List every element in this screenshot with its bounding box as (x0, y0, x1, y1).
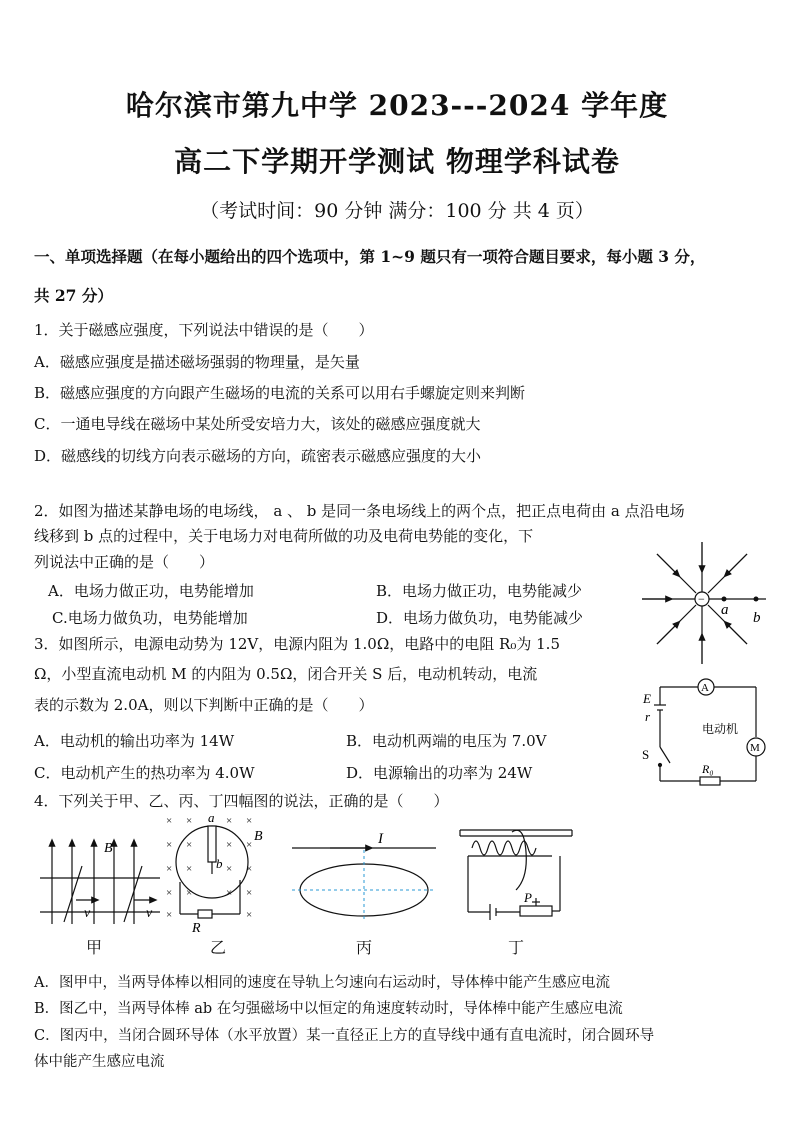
svg-text:×: × (246, 887, 253, 899)
q3-ammeter-label: A (701, 682, 709, 694)
svg-text:×: × (166, 909, 173, 921)
svg-text:×: × (226, 863, 233, 875)
svg-text:×: × (166, 887, 173, 899)
q3-stem-line2: Ω，小型直流电动机 M 的内阻为 0.5Ω，闭合开关 S 后，电动机转动，电流 (34, 665, 538, 683)
q4-jia-b-label: B (104, 841, 113, 856)
q4-option-a: A．图甲中，当两导体棒以相同的速度在导轨上匀速向右运动时，导体棒中能产生感应电流 (34, 975, 610, 991)
q3-emf-label: E (643, 691, 651, 706)
q2-option-c: C.电场力做负功，电势能增加 (52, 609, 248, 627)
svg-text:×: × (226, 887, 233, 899)
q4-figure-jia (38, 820, 163, 930)
svg-text:×: × (246, 839, 253, 851)
q2-option-d: D．电场力做负功，电势能减少 (376, 609, 584, 627)
svg-text:×: × (246, 909, 253, 921)
q4-caption-ding: 丁 (508, 938, 525, 957)
exam-subtitle: （考试时间：90 分钟 满分：100 分 共 4 页） (200, 200, 594, 222)
svg-text:×: × (166, 815, 173, 827)
q3-internal-r-label: r (645, 709, 651, 724)
q4-figure-bing (290, 828, 440, 928)
q4-jia-v1-label: v (84, 906, 91, 921)
svg-text:×: × (246, 863, 253, 875)
q2-point-a-label: a (721, 602, 729, 618)
q3-option-b: B．电动机两端的电压为 7.0V (346, 732, 547, 750)
exam-title-line1: 哈尔滨市第九中学 2023---2024 学年度 (125, 89, 669, 122)
svg-text:×: × (186, 815, 193, 827)
q2-option-a: A．电场力做正功，电势能增加 (48, 582, 254, 600)
q1-option-d: D．磁感线的切线方向表示磁场的方向，疏密表示磁感应强度的大小 (34, 447, 482, 465)
q3-stem-line3: 表的示数为 2.0A，则以下判断中正确的是（ ） (34, 696, 374, 714)
q2-option-b: B．电场力做正功，电势能减少 (376, 582, 583, 600)
q2-electric-field-figure (640, 540, 770, 670)
q4-yi-r-label: R (192, 921, 201, 934)
q3-stem-line1: 3．如图所示，电源电动势为 12V，电源内阻为 1.0Ω，电路中的电阻 R₀为 1.5 (34, 635, 560, 653)
q4-caption-yi: 乙 (210, 938, 227, 957)
q3-option-d: D．电源输出的功率为 24W (346, 764, 533, 782)
q1-option-c: C．一通电导线在磁场中某处所受安培力大，该处的磁感应强度就大 (34, 415, 481, 433)
svg-text:×: × (226, 839, 233, 851)
q4-figure-yi (160, 810, 270, 934)
q1-stem: 1．关于磁感应强度，下列说法中错误的是（ ） (34, 321, 374, 339)
q4-ding-p-label: P (524, 890, 532, 905)
q4-figure-ding (456, 822, 576, 930)
svg-text:×: × (186, 863, 193, 875)
q3-option-a: A．电动机的输出功率为 14W (34, 732, 235, 750)
svg-text:×: × (166, 839, 173, 851)
q2-point-b-label: b (753, 610, 761, 626)
q4-yi-field-label: B (254, 829, 263, 844)
svg-text:×: × (186, 887, 193, 899)
q4-option-c-line1: C．图丙中，当闭合圆环导体（水平放置）某一直径正上方的直导线中通有直电流时，闭合圆环导 (34, 1028, 655, 1044)
q3-circuit-figure (640, 675, 770, 793)
q3-option-c: C．电动机产生的热功率为 4.0W (34, 764, 255, 782)
q4-stem: 4．下列关于甲、乙、丙、丁四幅图的说法，正确的是（ ） (34, 792, 449, 810)
exam-title-line2: 高二下学期开学测试 物理学科试卷 (174, 145, 620, 178)
q4-option-b: B．图乙中，当两导体棒 ab 在匀强磁场中以恒定的角速度转动时，导体棒中能产生感应电流 (34, 1001, 623, 1017)
q3-motor-label: 电动机 (702, 722, 739, 736)
svg-text:×: × (246, 815, 253, 827)
q2-negative-charge: − (698, 592, 705, 606)
q4-caption-jia: 甲 (86, 938, 103, 957)
q2-stem-line3: 列说法中正确的是（ ） (34, 553, 215, 571)
q3-motor-symbol: M (750, 742, 760, 754)
q4-option-c-line2: 体中能产生感应电流 (34, 1054, 165, 1070)
svg-text:×: × (186, 839, 193, 851)
q1-option-a: A．磁感应强度是描述磁场强弱的物理量，是矢量 (34, 353, 360, 371)
svg-text:×: × (166, 863, 173, 875)
q4-yi-b-label: b (216, 856, 223, 871)
q4-jia-v2-label: v (146, 906, 153, 921)
q2-stem-line2: 线移到 b 点的过程中，关于电场力对电荷所做的功及电荷电势能的变化，下 (34, 527, 534, 545)
q3-switch-label: S (642, 747, 650, 762)
q4-bing-current-label: I (378, 831, 383, 847)
q4-yi-a-label: a (208, 810, 215, 825)
svg-text:×: × (226, 815, 233, 827)
section-heading-cont: 共 27 分） (34, 286, 113, 305)
q2-stem-line1: 2．如图为描述某静电场的电场线， a 、 b 是同一条电场线上的两个点，把正点电荷由 a 点沿电场 (34, 502, 685, 520)
q3-r0-label: R₀ (702, 762, 714, 776)
q1-option-b: B．磁感应强度的方向跟产生磁场的电流的关系可以用右手螺旋定则来判断 (34, 384, 526, 402)
section-heading: 一、单项选择题（在每小题给出的四个选项中，第 1~9 题只有一项符合题目要求，每小题 3 分， (34, 247, 706, 266)
q4-caption-bing: 丙 (356, 938, 373, 957)
